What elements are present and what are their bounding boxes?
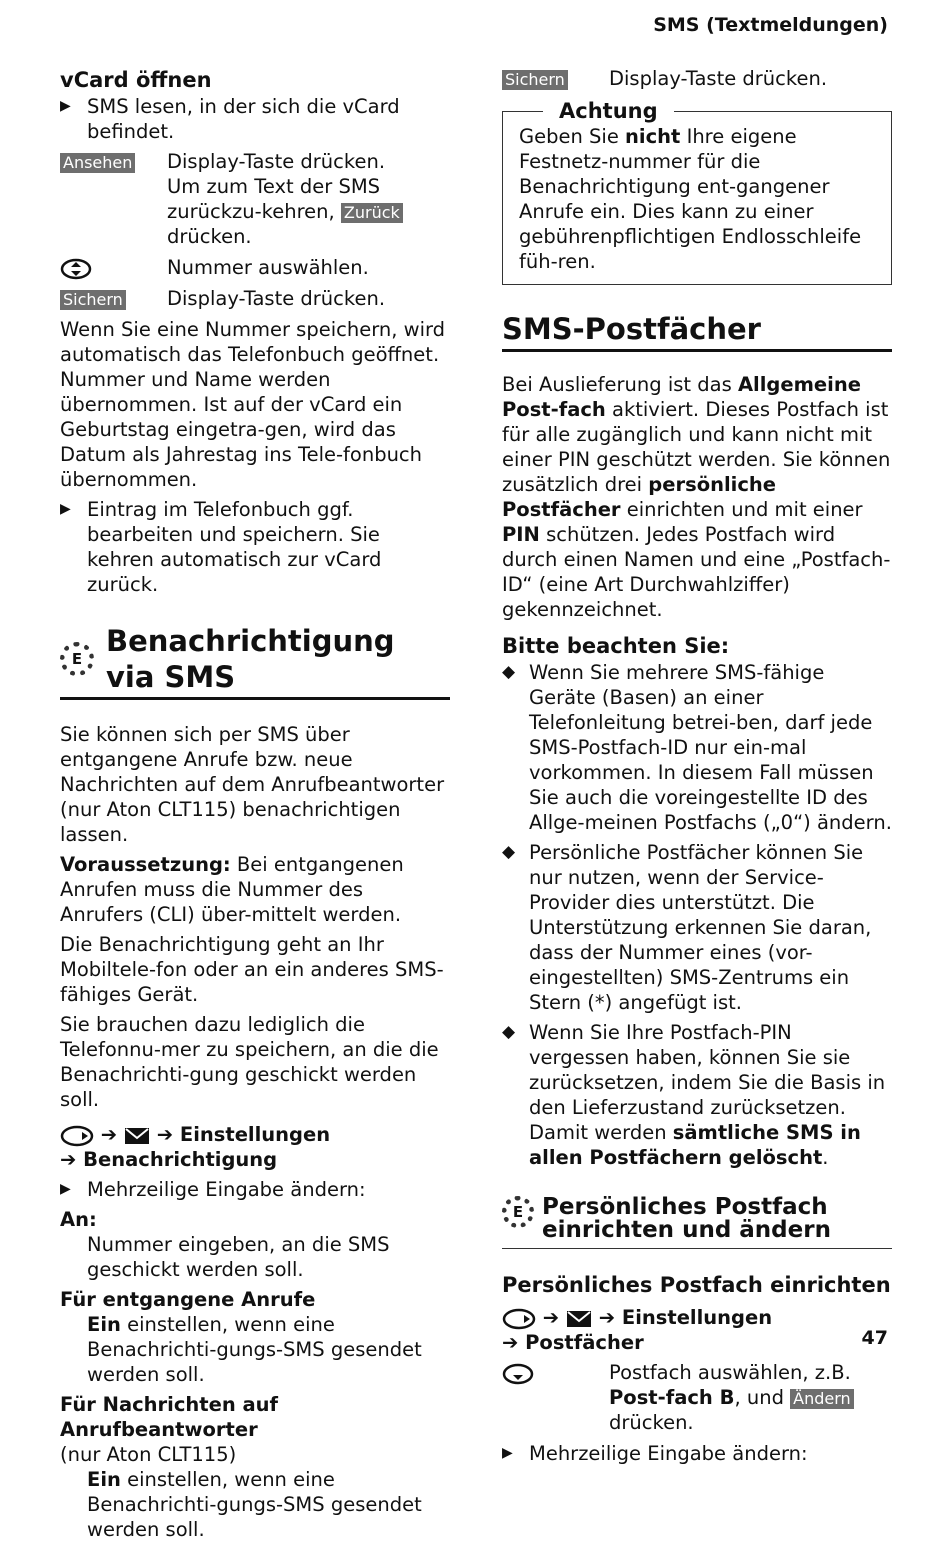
field-label: Für Nachrichten auf Anrufbeantworter [60,1393,279,1441]
section-heading: E Benachrichtigung via SMS [60,623,450,700]
arrow-icon: ➔ [502,1331,526,1354]
diamond-bullet-icon: ◆ [502,662,516,682]
instruction-row: Sichern Display-Taste drücken. [60,286,450,311]
sichern-key[interactable]: Sichern [502,70,568,90]
list-item: ◆ Wenn Sie mehrere SMS-fähige Geräte (Basen) an einer Telefonleitung betrei-ben, darf jede SMS-Postfach-ID nur ein-mal vorkommen. In diesem Fall müssen Sie auch die voreingestellte ID des Allge-meinen Postfachs („0“) ändern. [502,661,892,834]
list-item: ◆ Persönliche Postfächer können Sie nur nutzen, wenn der Service-Provider dies unterstützt. Die Unterstützung erkennen Sie daran, dass der Nummer eines (vor-eingestellten) SMS-Zentrums ein Stern (*) angefügt ist. [502,841,872,1014]
triangle-bullet-icon: ▶ [60,501,71,517]
list-item: ▶ Eintrag im Telefonbuch ggf. bearbeiten und speichern. Sie kehren automatisch zur vCard zurück. [60,498,382,596]
ansehen-key[interactable]: Ansehen [60,153,135,173]
diamond-bullet-icon: ◆ [502,842,516,862]
field-label: An: [60,1208,97,1231]
page-number: 47 [861,1327,888,1349]
instruction-row: Postfach auswählen, z.B. Post-fach B, und Ändern drücken. [502,1360,892,1435]
paragraph: Voraussetzung: Bei entgangenen Anrufen muss die Nummer des Anrufers (CLI) über-mittelt werden. [60,853,404,926]
list-item: ◆ Wenn Sie Ihre Postfach-PIN vergessen haben, können Sie sie zurücksetzen, indem Sie die Basis in den Lieferzustand zurücksetzen. Damit werden sämtliche SMS in allen Postfächern gelöscht. [502,1021,886,1169]
zurueck-key[interactable]: Zurück [341,203,403,223]
field-label: Für entgangene Anrufe [60,1288,316,1311]
menu-path: ➔ ➔ Einstellungen ➔ Benachrichtigung [60,1123,331,1171]
paragraph: Die Benachrichtigung geht an Ihr Mobiltele-fon oder an ein anderes SMS-fähiges Gerät. [60,933,444,1006]
arrow-icon: ➔ [598,1306,622,1329]
paragraph: Sie brauchen dazu lediglich die Telefonnu-mer zu speichern, an die die Benachrichti-gung geschickt werden soll. [60,1013,439,1111]
left-column: vCard öffnen ▶ SMS lesen, in der sich die vCard befindet. Ansehen Display-Taste drücken. Um zum Text der SMS zurückzu-kehren, Zurück drücken. Nummer auswählen. Sichern Display-Taste drücken. Wenn Sie eine Nummer speichern, wird automatisch das Telefonbuch geöffnet. Nummer und Name werden übernommen. Ist auf der vCard ein Geburtstag eingetra-gen, wird das Datum als Jahrestag ins Tele-fonbuch übernommen. ▶ Eintrag im Telefonbuch ggf. bearbeiten und speichern. Sie kehren automatisch zur vCard zurück. E Benachrichtigung via SMS Sie können sich per SMS über entgangene Anrufe bzw. neue Nachrichten auf dem Anrufbeantworter (nur Aton CLT115) benachrichtigen lassen. Voraussetzung: Bei entgangenen Anrufen muss die Nummer des Anrufers (CLI) über-mittelt werden. Die Benachrichtigung geht an Ihr Mobiltele-fon oder an ein anderes SMS-fähiges Gerät. Sie brauchen dazu lediglich die Telefonnu-mer zu speichern, an die die Benachrichti-gung geschickt werden soll. ➔ ➔ Einstellungen ➔ Benachrichtigung ▶ Mehrzeilige Eingabe ändern: An: Nummer eingeben, an die SMS geschickt werden soll. Für entgangene Anrufe Ein einstellen, wenn eine Benachrichti-gungs-SMS gesendet werden soll. Für Nachrichten auf Anrufbeantworter (nur Aton CLT115) Ein einstellen, wenn eine Benachrichti-gungs-SMS gesendet werden soll. [60,66,450,1547]
expert-gear-icon: E [502,1196,534,1228]
note-heading: Bitte beachten Sie: [502,634,730,658]
instruction-row: Ansehen Display-Taste drücken. Um zum Text der SMS zurückzu-kehren, Zurück drücken. [60,149,450,249]
section-heading: E Persönliches Postfach einrichten und ändern [502,1196,892,1249]
triangle-bullet-icon: ▶ [60,98,71,114]
envelope-icon [124,1127,150,1145]
paragraph: Bei Auslieferung ist das Allgemeine Post-fach aktiviert. Dieses Postfach ist für alle zugänglich und kann nicht mit einer PIN geschützt werden. Sie können zusätzlich drei persönliche Postfächer einrichten und mit einer PIN schützen. Jedes Postfach wird durch einen Namen und eine „Postfach-ID“ (eine Art Durchwahlziffer) gekennzeichnet. [502,373,891,621]
list-item: ▶ Mehrzeilige Eingabe ändern: [60,1178,366,1201]
triangle-bullet-icon: ▶ [502,1445,513,1461]
instruction-row: Nummer auswählen. [60,255,450,280]
arrow-icon: ➔ [100,1123,124,1146]
sichern-key[interactable]: Sichern [60,290,126,310]
envelope-icon [566,1310,592,1328]
aendern-key[interactable]: Ändern [790,1389,854,1409]
paragraph: Sie können sich per SMS über entgangene Anrufe bzw. neue Nachrichten auf dem Anrufbeantworter (nur Aton CLT115) benachrichtigen lassen. [60,723,445,846]
expert-gear-icon: E [60,642,94,676]
warning-box: Achtung Geben Sie nicht Ihre eigene Festnetz-nummer für die Benachrichtigung ent-gangener Anrufe ein. Dies kann zu einer gebührenpflichtigen Endlosschleife füh-ren. [502,111,892,285]
triangle-bullet-icon: ▶ [60,1181,71,1197]
vcard-heading: vCard öffnen [60,68,212,92]
list-item: ▶ Mehrzeilige Eingabe ändern: [502,1442,808,1465]
arrow-icon: ➔ [60,1148,84,1171]
instruction-row: Sichern Display-Taste drücken. [502,66,892,91]
paragraph: Wenn Sie eine Nummer speichern, wird automatisch das Telefonbuch geöffnet. Nummer und Name werden übernommen. Ist auf der vCard ein Geburtstag eingetra-gen, wird das Datum als Jahrestag ins Tele-fonbuch übernommen. [60,318,446,491]
menu-path: ➔ ➔ Einstellungen ➔ Postfächer [502,1306,773,1354]
nav-key-icon [60,258,92,280]
menu-key-icon [502,1308,536,1330]
arrow-icon: ➔ [156,1123,180,1146]
arrow-icon: ➔ [542,1306,566,1329]
menu-key-icon [60,1125,94,1147]
warning-title: Achtung [543,100,674,122]
list-item: ▶ SMS lesen, in der sich die vCard befindet. [60,95,400,143]
right-column [502,66,892,1471]
sub-heading: Persönliches Postfach einrichten [502,1273,891,1297]
section-heading: SMS-Postfächer [502,311,892,352]
nav-key-down-icon [502,1363,534,1385]
running-header: SMS (Textmeldungen) [653,14,888,36]
diamond-bullet-icon: ◆ [502,1022,516,1042]
